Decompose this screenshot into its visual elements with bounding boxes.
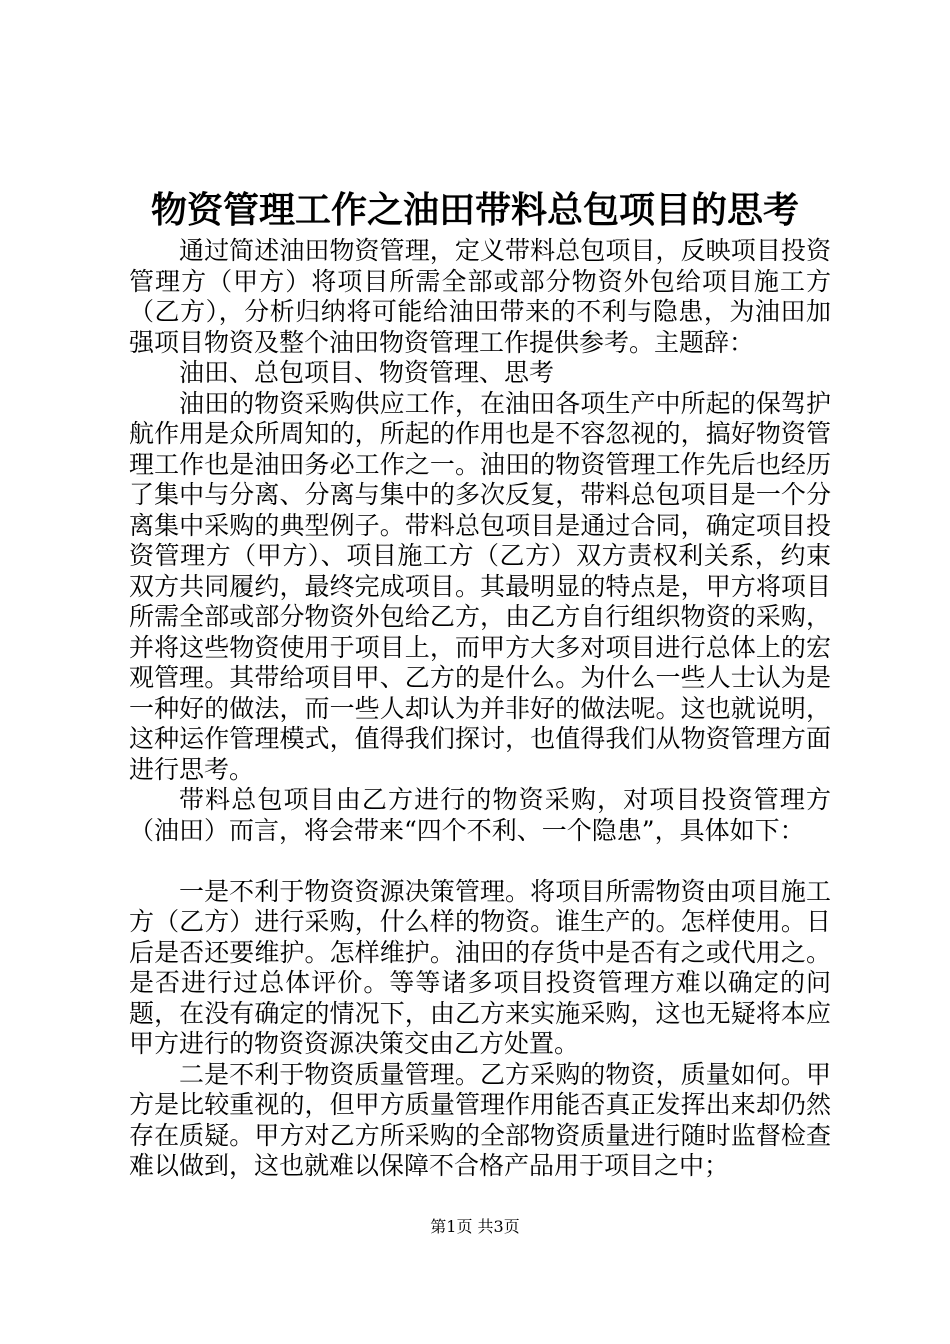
page-footer: 第1页 共3页 bbox=[430, 1217, 520, 1236]
keywords-paragraph: 油田、总包项目、物资管理、思考 bbox=[179, 358, 555, 387]
blank-line bbox=[129, 846, 831, 877]
body-paragraph: 油田的物资采购供应工作，在油田各项生产中所起的保驾护航作用是众所周知的，所起的作用也是不容忽视的，搞好物资管理工作也是油田务必工作之一。油田的物资管理工作先后也经历了集中与分离、分离与集中的多次反复，带料总包项目是一个分离集中采购的典型例子。带料总包项目是通过合同，确定项目投资管理方（甲方）、项目施工方（乙方）双方责权利关系，约束双方共同履约，最终完成项目。其最明显的特点是，甲方将项目所需全部或部分物资外包给乙方，由乙方自行组织物资的采购，并将这些物资使用于项目上，而甲方大多对项目进行总体上的宏观管理。其带给项目甲、乙方的是什么。为什么一些人士认为是一种好的做法，而一些人却认为并非好的做法呢。这也就说明，这种运作管理模式，值得我们探讨，也值得我们从物资管理方面进行思考。 bbox=[129, 388, 831, 784]
abstract-paragraph: 通过简述油田物资管理，定义带料总包项目，反映项目投资管理方（甲方）将项目所需全部或部分物资外包给项目施工方（乙方），分析归纳将可能给油田带来的不利与隐患，为油田加强项目物资及整个油田物资管理工作提供参考。主题辞： bbox=[129, 236, 831, 357]
body-paragraph: 一是不利于物资资源决策管理。将项目所需物资由项目施工方（乙方）进行采购，什么样的物资。谁生产的。怎样使用。日后是否还要维护。怎样维护。油田的存货中是否有之或代用之。是否进行过总体评价。等等诸多项目投资管理方难以确定的问题，在没有确定的情况下，由乙方来实施采购，这也无疑将本应甲方进行的物资资源决策交由乙方处置。 bbox=[129, 876, 831, 1058]
document-title: 物资管理工作之油田带料总包项目的思考 bbox=[150, 189, 799, 231]
document-body bbox=[129, 236, 831, 1182]
body-paragraph: 带料总包项目由乙方进行的物资采购，对项目投资管理方（油田）而言，将会带来“四个不利、一个隐患”，具体如下： bbox=[129, 785, 831, 845]
body-paragraph: 二是不利于物资质量管理。乙方采购的物资，质量如何。甲方是比较重视的，但甲方质量管理作用能否真正发挥出来却仍然存在质疑。甲方对乙方所采购的全部物资质量进行随时监督检查难以做到，这也就难以保障不合格产品用于项目之中； bbox=[129, 1059, 831, 1180]
